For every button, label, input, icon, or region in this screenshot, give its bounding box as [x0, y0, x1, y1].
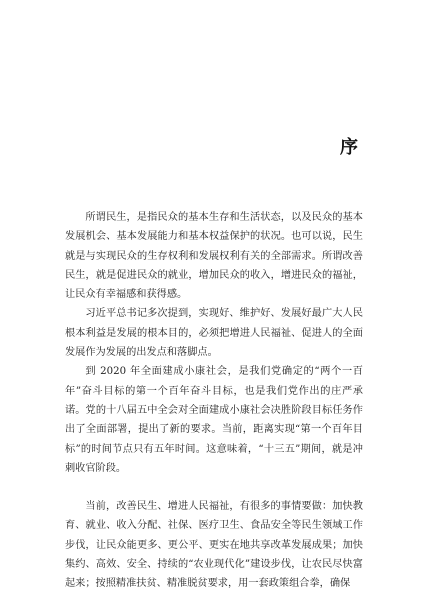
paragraph: 到 2020 年全面建成小康社会，是我们党确定的“两个一百年”奋斗目标的第一个百年奋斗目标，也是我们党作出的庄严承诺。党的十八届五中全会对全面建成小康社会决胜阶段目标任务作出了全面部署，提出了新的要求。当前，距离实现“第一个百年目标”的时间节点只有五年时间。这意味着，“十三五”期间，就是冲刺收官阶段。: [65, 366, 363, 474]
paragraph-gap: [65, 478, 363, 497]
document-body: [65, 208, 363, 594]
paragraph: 所谓民生，是指民众的基本生存和生活状态，以及民众的基本发展机会、基本发展能力和基本权益保护的状况。也可以说，民生就是与实现民众的生存权利和发展权利有关的全部需求。所谓改善民生，就是促进民众的就业，增加民众的收入，增进民众的福祉，让民众有幸福感和获得感。: [65, 212, 363, 301]
page-title: 序: [340, 137, 359, 158]
paragraph: 当前，改善民生、增进人民福祉，有很多的事情要做：加快教育、就业、收入分配、社保、医疗卫生、食品安全等民生领域工作步伐，让民众能更多、更公平、更实在地共享改革发展成果；加快集约、高效、安全、持续的“农业现代化”建设步伐，让农民尽快富起来；按照精准扶贫、精准脱贫要求，用一套政策组合拳，确保: [65, 501, 363, 590]
paragraph: 习近平总书记多次提到，实现好、维护好、发展好最广大人民根本利益是发展的根本目的，必须把增进人民福祉、促进人的全面发展作为发展的出发点和落脚点。: [65, 308, 363, 359]
